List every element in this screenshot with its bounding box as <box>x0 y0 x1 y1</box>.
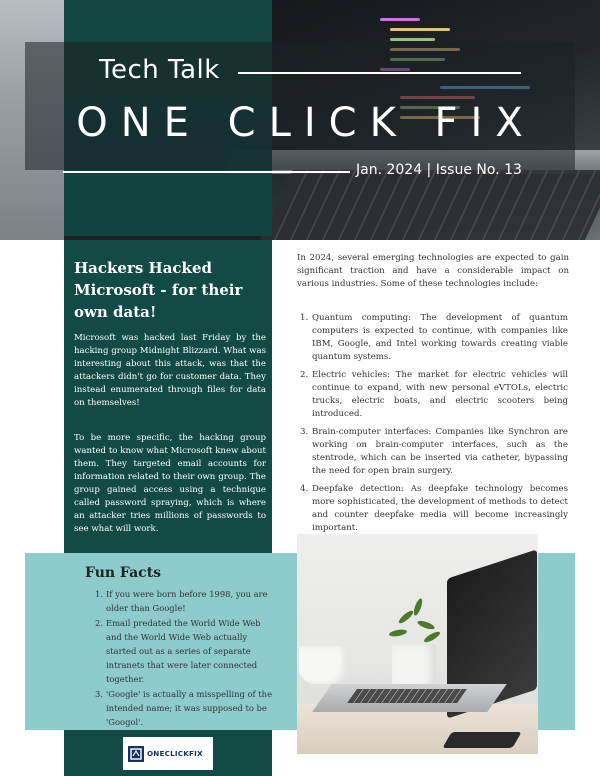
leaf-graphic <box>412 598 424 617</box>
list-item-text: 'Google' is actually a misspelling of the intended name; it was supposed to be 'Googol'. <box>106 689 273 727</box>
list-number: 1. <box>300 313 309 323</box>
list-item-text: Deepfake detection: As deepfake technology becomes more sophisticated, the development of methods to detect and counter deepfake media will become increasingly important. <box>312 484 568 533</box>
list-item-text: Electric vehicles: The market for electric vehicles will continue to expand, with new personal eVTOLs, electric trucks, electric boats, and electric scooters being introduced. <box>312 370 568 419</box>
list-number: 4. <box>300 484 309 494</box>
ocf-logo-icon <box>128 746 144 762</box>
list-item <box>298 426 568 478</box>
keyboard-graphic <box>258 170 600 240</box>
leaf-graphic <box>397 609 415 625</box>
plant-pot-graphic <box>392 644 436 688</box>
list-number: 1. <box>95 589 103 599</box>
leaf-graphic <box>417 619 436 631</box>
leaf-graphic <box>423 630 442 644</box>
list-item-text: Brain-computer interfaces: Companies like Synchron are working on brain-computer interfaces, such as the stentrode, which can be inserted via catheter, bypassing the need for open brain surgery. <box>312 427 568 476</box>
issue-label: Jan. 2024 | Issue No. 13 <box>356 162 522 178</box>
list-item <box>95 587 277 615</box>
fun-facts-heading: Fun Facts <box>85 565 162 581</box>
kicker-title: Tech Talk <box>99 55 220 85</box>
list-item <box>298 312 568 364</box>
newsletter-title: ONE CLICK FIX <box>76 100 536 146</box>
feature-paragraph-1: Microsoft was hacked last Friday by the hacking group Midnight Blizzard. What was interesting about this attack, was that the attackers didn't go for customer data. They instead enumerated through files for data on themselves! <box>74 333 266 408</box>
list-item <box>298 369 568 421</box>
list-item <box>298 483 568 535</box>
kicker-rule <box>238 72 521 74</box>
list-item <box>95 687 277 729</box>
laptop-keyboard-graphic <box>347 689 467 703</box>
list-number: 2. <box>300 370 309 380</box>
list-item <box>95 616 277 686</box>
emerging-tech-intro: In 2024, several emerging technologies are expected to gain significant traction and have a considerable impact on various industries. Some of these technologies include: <box>297 253 569 289</box>
feature-heading: Hackers Hacked Microsoft - for their own data! <box>74 259 243 321</box>
laptop-desk-photo <box>297 534 538 754</box>
issue-rule <box>63 171 350 173</box>
oneclickfix-logo <box>123 737 213 770</box>
list-number: 3. <box>300 427 309 437</box>
mug-graphic <box>299 646 347 684</box>
emerging-tech-list <box>298 312 568 540</box>
logo-wordmark: ONECLICKFIX <box>147 749 203 758</box>
leaf-graphic <box>389 628 408 637</box>
phone-graphic <box>442 732 521 748</box>
list-item-text: Quantum computing: The development of quantum computers is expected to continue, with companies like IBM, Google, and Intel working towards creating viable quantum systems. <box>312 313 568 362</box>
list-item-text: Email predated the World Wide Web and the World Wide Web actually started out as a series of separate intranets that were later connected together. <box>106 618 261 684</box>
fun-facts-list <box>95 587 277 730</box>
list-number: 2. <box>95 618 103 628</box>
list-number: 3. <box>95 689 103 699</box>
feature-paragraph-2: To be more specific, the hacking group wanted to know what Microsoft knew about them. They targeted email accounts for information related to their own group. The group gained access using a technique called password spraying, which is where an attacker tries millions of passwords to see what will work. <box>74 433 266 534</box>
list-item-text: If you were born before 1998, you are older than Google! <box>106 589 268 613</box>
